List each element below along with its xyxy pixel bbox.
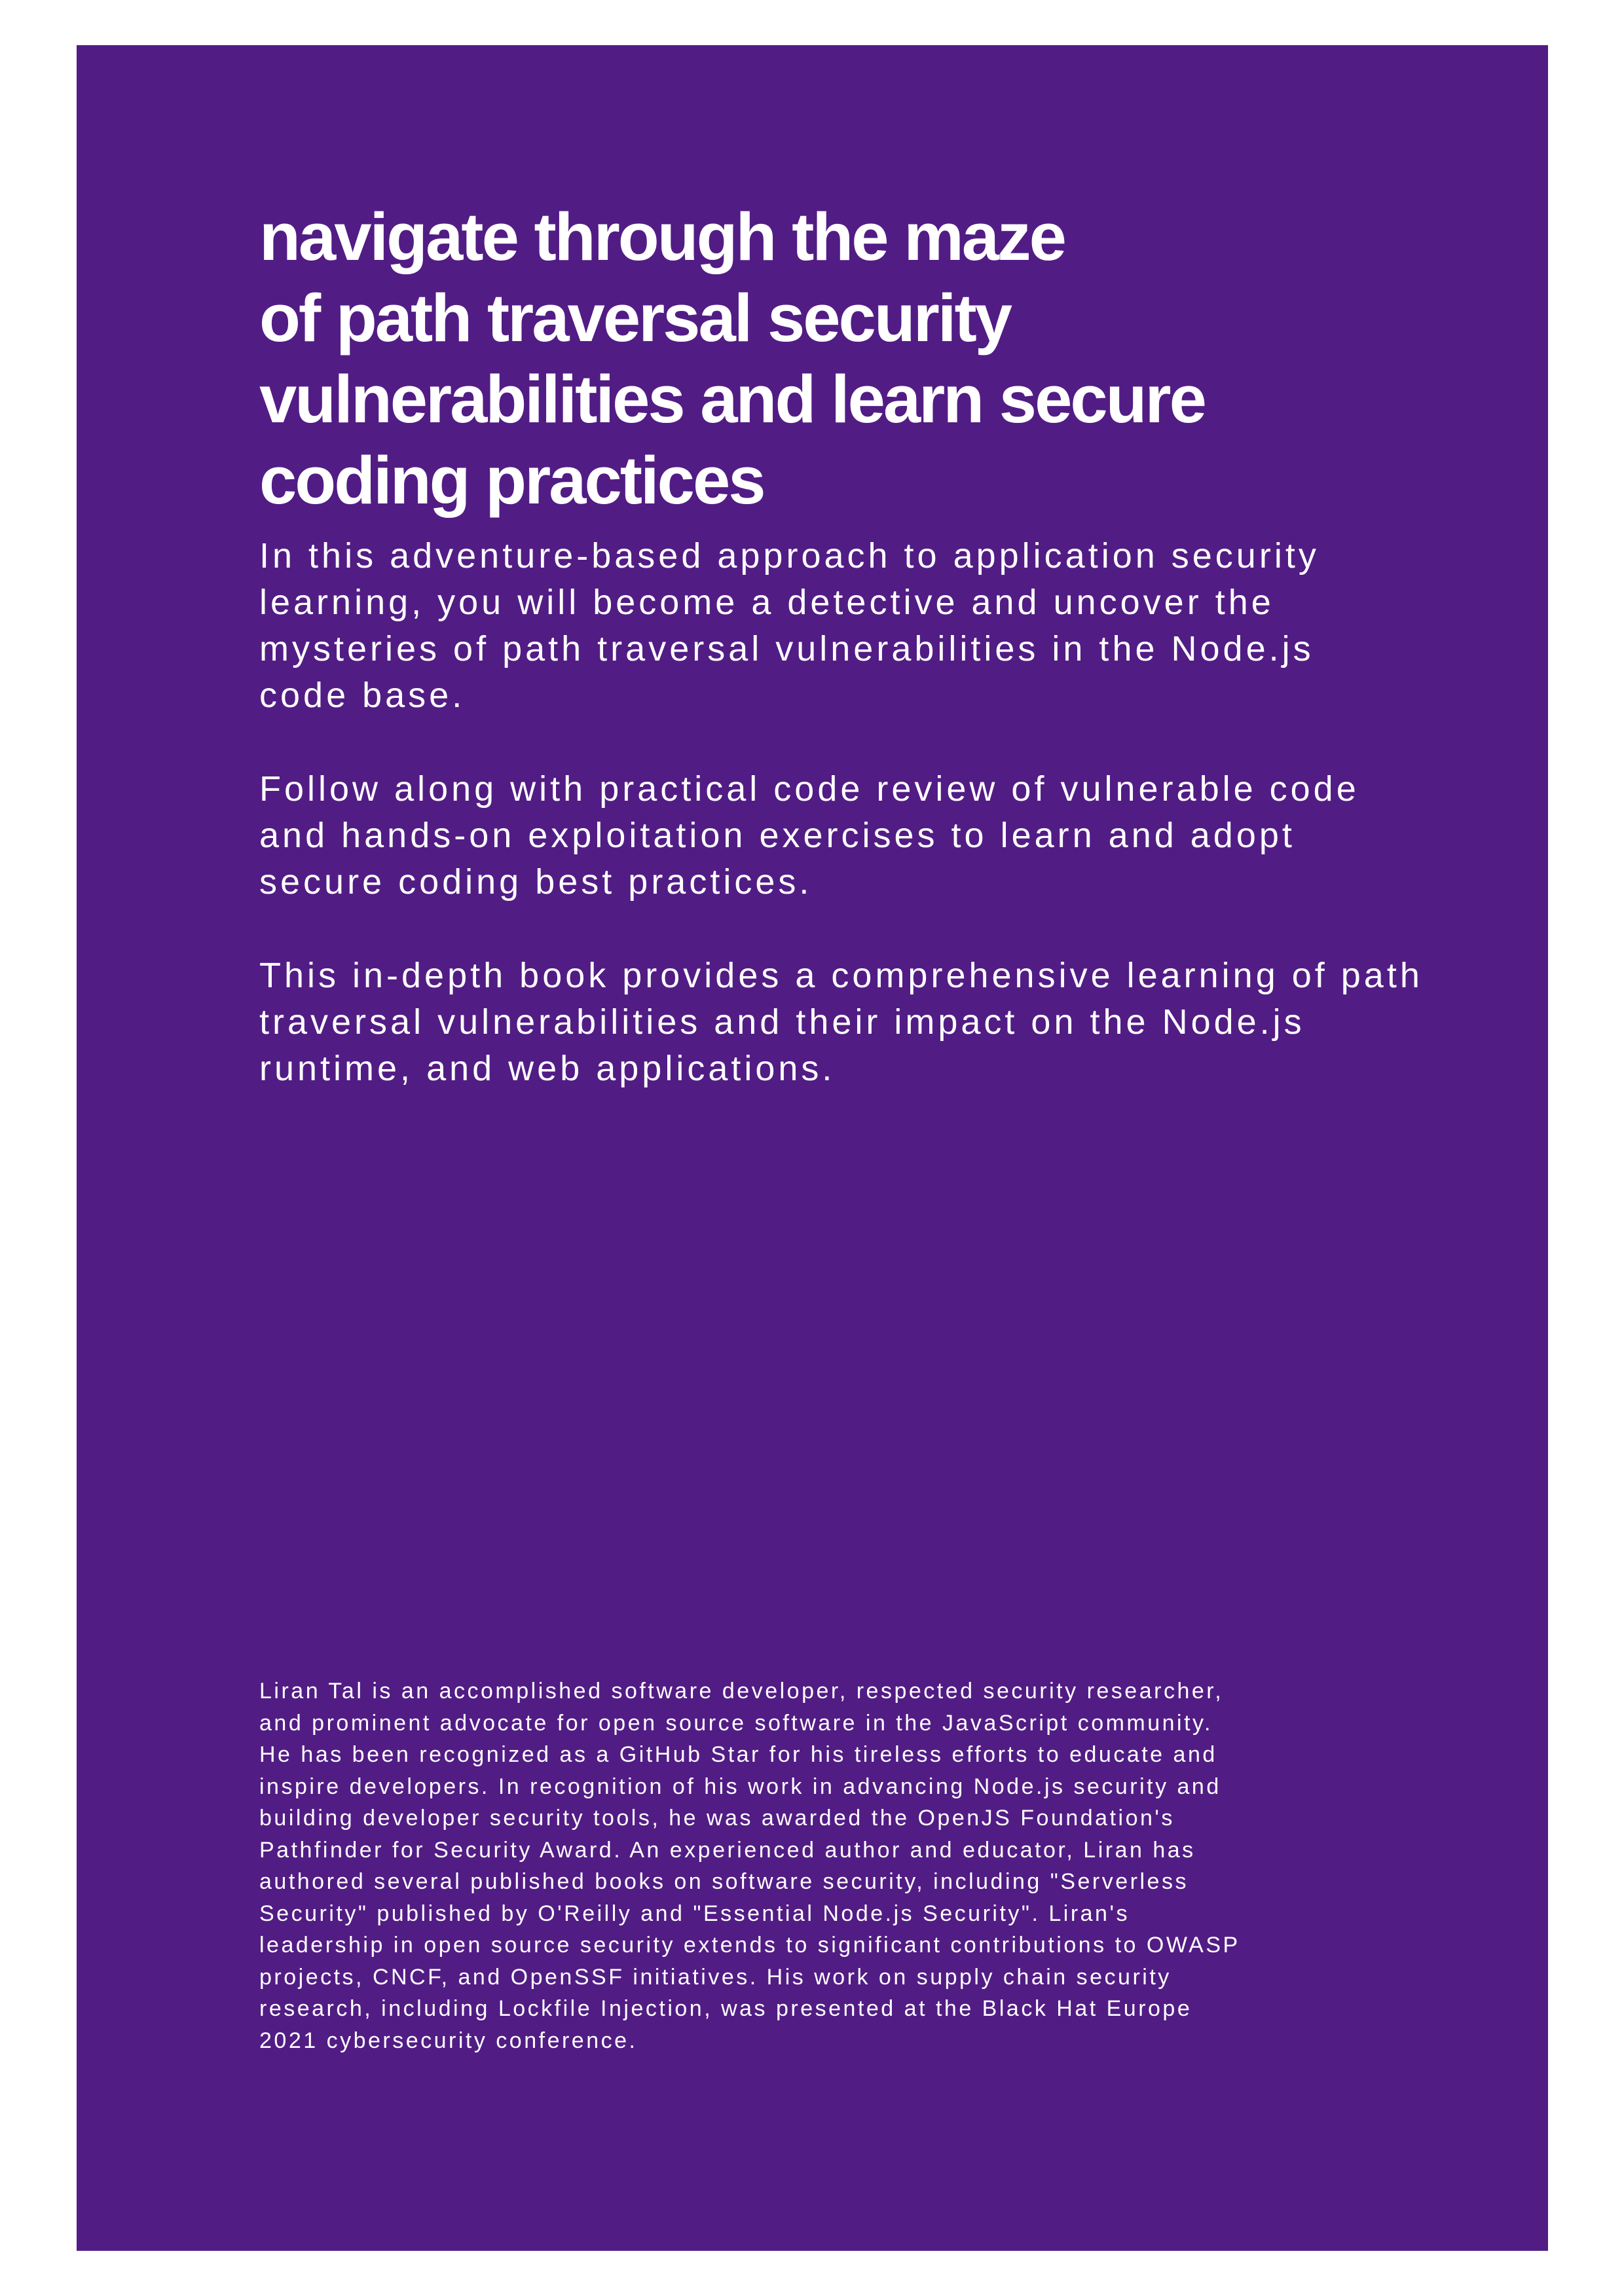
bio-line: Liran Tal is an accomplished software developer, respected security researcher,	[259, 1679, 1224, 1704]
paragraph-line: code base.	[259, 676, 466, 715]
paragraph-line: secure coding best practices.	[259, 862, 813, 902]
headline-line: coding practices	[259, 443, 764, 518]
paragraph-line: runtime, and web applications.	[259, 1049, 836, 1088]
description-paragraph	[259, 953, 1464, 1092]
headline	[259, 196, 1425, 521]
bio-line: leadership in open source security extends to significant contributions to OWASP	[259, 1933, 1240, 1958]
bio-line: authored several published books on software security, including "Serverless	[259, 1869, 1189, 1894]
bio-line: building developer security tools, he was awarded the OpenJS Foundation's	[259, 1806, 1175, 1831]
paragraph-line: traversal vulnerabilities and their impact on the Node.js	[259, 1002, 1305, 1042]
bio-line: 2021 cybersecurity conference.	[259, 2028, 638, 2053]
bio-line: inspire developers. In recognition of his work in advancing Node.js security and	[259, 1774, 1221, 1799]
paragraph-line: and hands-on exploitation exercises to learn and adopt	[259, 816, 1295, 855]
author-bio	[259, 1675, 1438, 2056]
bio-line: Security" published by O'Reilly and "Essential Node.js Security". Liran's	[259, 1901, 1130, 1926]
paragraph-line: mysteries of path traversal vulnerabilities in the Node.js	[259, 629, 1314, 668]
bio-line: and prominent advocate for open source software in the JavaScript community.	[259, 1710, 1213, 1736]
headline-line: vulnerabilities and learn secure	[259, 361, 1205, 437]
paragraph-line: In this adventure-based approach to application security	[259, 536, 1320, 575]
headline-line: of path traversal security	[259, 280, 1011, 355]
bio-line: research, including Lockfile Injection, was presented at the Black Hat Europe	[259, 1996, 1192, 2021]
back-cover-content	[259, 196, 1464, 1139]
bio-line: projects, CNCF, and OpenSSF initiatives. His work on supply chain security	[259, 1964, 1172, 1990]
description-paragraph	[259, 533, 1464, 719]
description-paragraph	[259, 766, 1464, 905]
paragraph-line: This in-depth book provides a comprehensive learning of path	[259, 956, 1423, 995]
bio-line: Pathfinder for Security Award. An experienced author and educator, Liran has	[259, 1837, 1196, 1863]
bio-line: He has been recognized as a GitHub Star for his tireless efforts to educate and	[259, 1742, 1217, 1767]
paragraph-line: Follow along with practical code review of vulnerable code	[259, 769, 1359, 809]
description	[259, 533, 1464, 1092]
paragraph-line: learning, you will become a detective and uncover the	[259, 583, 1274, 622]
headline-line: navigate through the maze	[259, 199, 1065, 274]
